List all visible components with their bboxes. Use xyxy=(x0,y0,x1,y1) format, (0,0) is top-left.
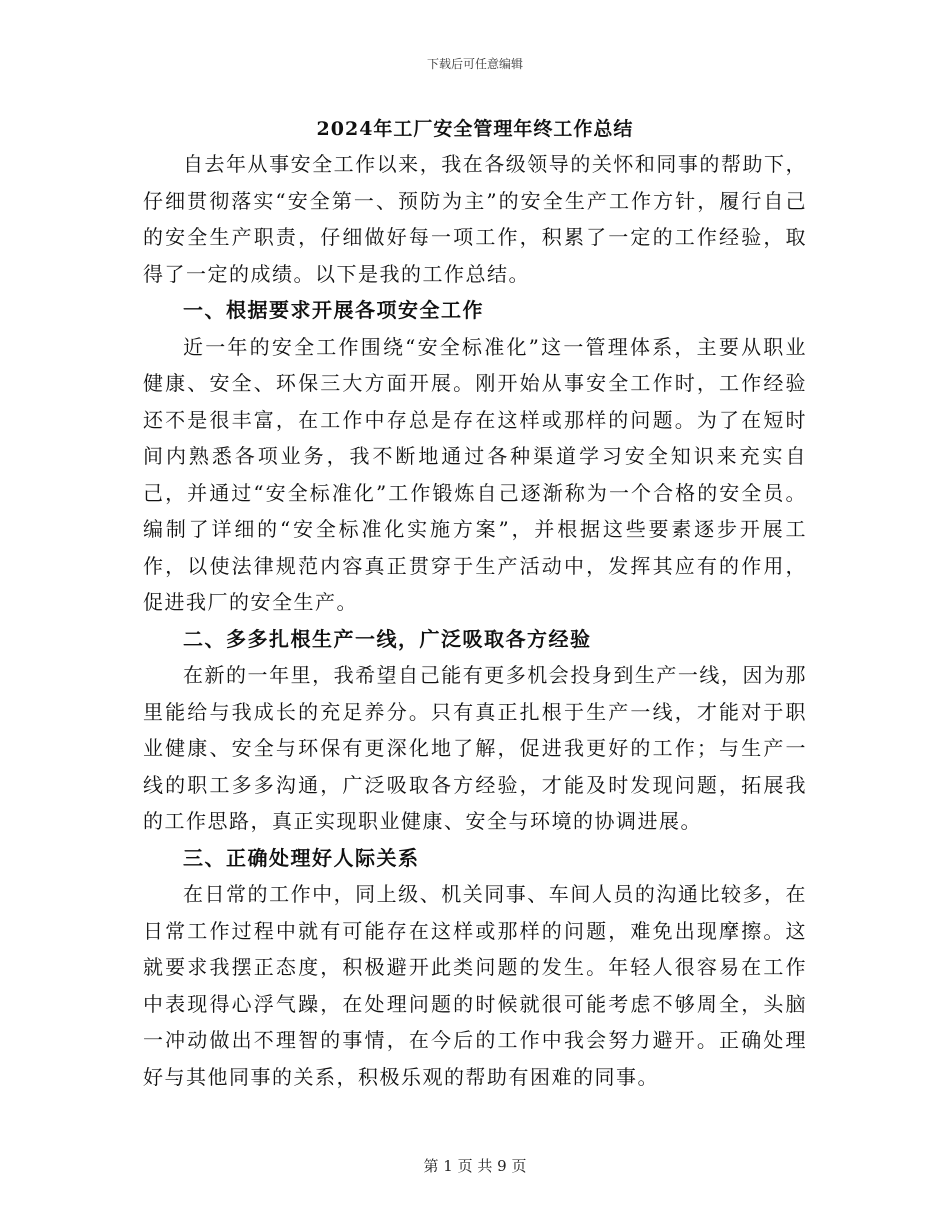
document-body xyxy=(143,112,807,1095)
section-heading-1: 一、根据要求开展各项安全工作 xyxy=(183,298,484,322)
section-body-3: 在日常的工作中，同上级、机关同事、车间人员的沟通比较多，在日常工作过程中就有可能存在这样或那样的问题，难免出现摩擦。这就要求我摆正态度，积极避开此类问题的发生。年轻人很容易在工作中表现得心浮气躁，在处理问题的时候就很可能考虑不够周全，头脑一冲动做出不理智的事情，在今后的工作中我会努力避开。正确处理好与其他同事的关系，积极乐观的帮助有困难的同事。 xyxy=(143,882,807,1089)
page-number: 第 1 页 共 9 页 xyxy=(423,1157,527,1175)
section-body-2: 在新的一年里，我希望自己能有更多机会投身到生产一线，因为那里能给与我成长的充足养分。只有真正扎根于生产一线，才能对于职业健康、安全与环保有更深化地了解，促进我更好的工作；与生产一线的职工多多沟通，广泛吸取各方经验，才能及时发现问题，拓展我的工作思路，真正实现职业健康、安全与环境的协调进展。 xyxy=(143,663,807,833)
intro-paragraph: 自去年从事安全工作以来，我在各级领导的关怀和同事的帮助下，仔细贯彻落实“安全第一、预防为主”的安全生产工作方针，履行自己的安全生产职责，仔细做好每一项工作，积累了一定的工作经验，取得了一定的成绩。以下是我的工作总结。 xyxy=(143,152,807,286)
page-header: 下载后可任意编辑 xyxy=(426,57,523,71)
section-heading-2: 二、多多扎根生产一线，广泛吸取各方经验 xyxy=(183,626,592,651)
document-title: 2024年工厂安全管理年终工作总结 xyxy=(316,118,634,140)
section-heading-3: 三、正确处理好人际关系 xyxy=(183,845,420,870)
section-body-1: 近一年的安全工作围绕“安全标准化”这一管理体系，主要从职业健康、安全、环保三大方面开展。刚开始从事安全工作时，工作经验还不是很丰富，在工作中存总是存在这样或那样的问题。为了在短时间内熟悉各项业务，我不断地通过各种渠道学习安全知识来充实自己，并通过“安全标准化”工作锻炼自己逐渐称为一个合格的安全员。编制了详细的“安全标准化实施方案”，并根据这些要素逐步开展工作，以使法律规范内容真正贯穿于生产活动中，发挥其应有的作用，促进我厂的安全生产。 xyxy=(143,334,807,614)
